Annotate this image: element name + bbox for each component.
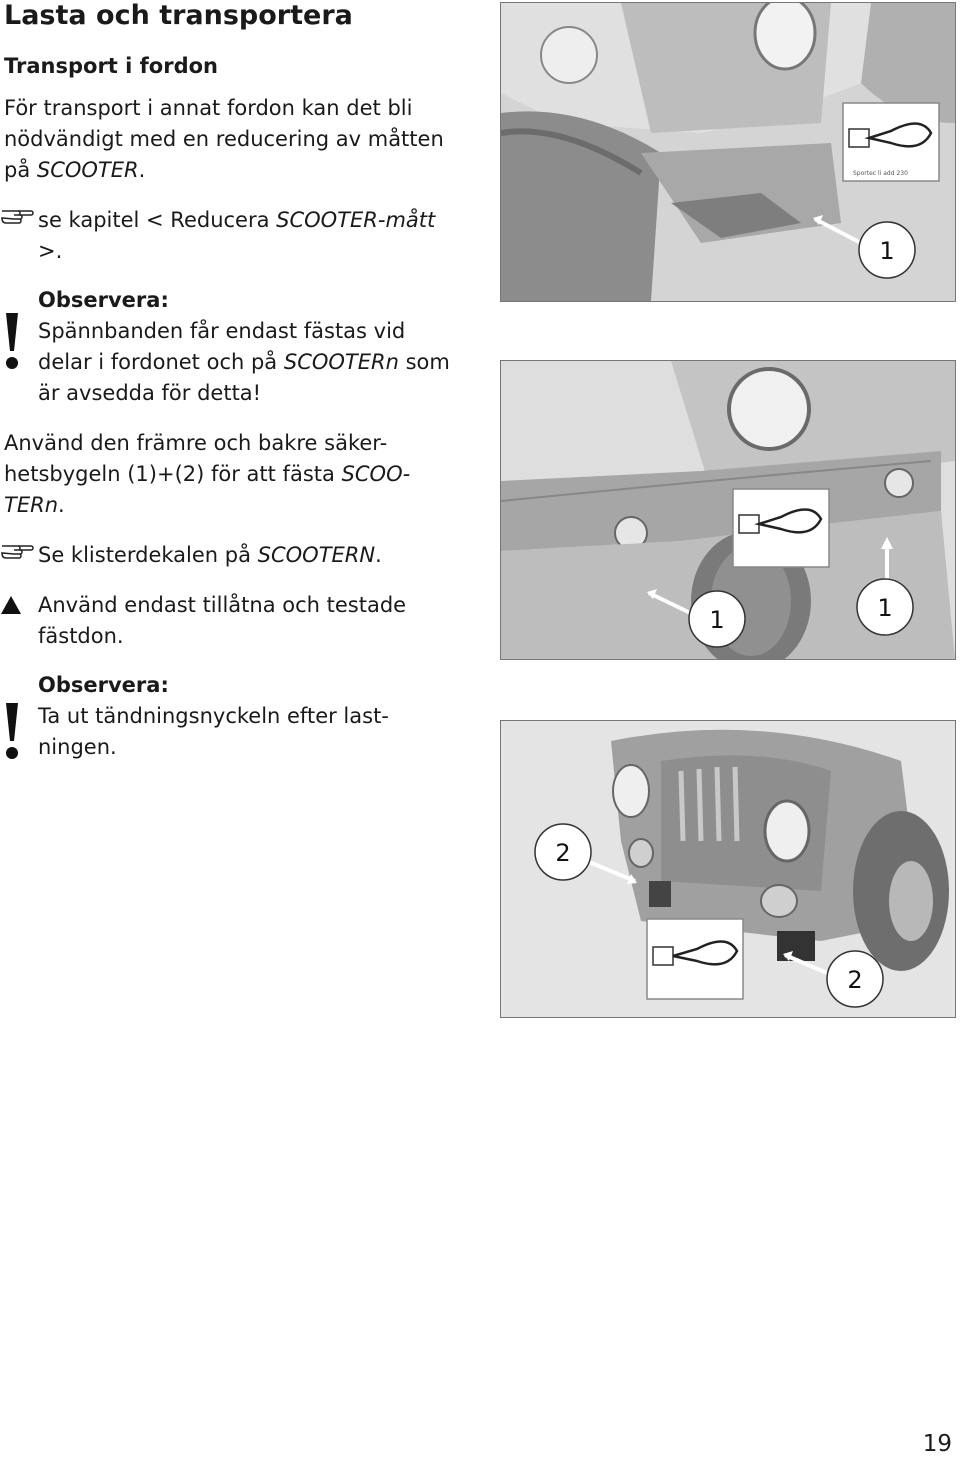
safety-bracket-paragraph: Använd den främre och bakre säker-hetsbygeln (1)+(2) för att fästa SCOO-TERn. xyxy=(4,431,411,517)
sticker-caption: Sportec li add 230 xyxy=(853,170,908,177)
observe-heading: Observera: xyxy=(38,288,169,312)
callout-label: 1 xyxy=(877,594,893,622)
exclamation-icon xyxy=(0,701,36,761)
photo-rear-bracket xyxy=(500,720,956,1018)
callout-label: 1 xyxy=(709,606,725,634)
warning-approved-fasteners: Använd endast tillåtna och testade fästdon. xyxy=(0,590,456,652)
triangle-warning-icon xyxy=(0,595,36,615)
photo-front-bumper-closeup xyxy=(500,2,956,302)
observe-note-straps: Observera: Spännbanden får endast fästas vid delar i fordonet och på SCOOTERn som är avsedda för detta! xyxy=(0,285,456,409)
photo-front-bumper-wide xyxy=(500,360,956,660)
page-number: 19 xyxy=(922,1431,952,1457)
observe-note-ignition: Observera: Ta ut tändningsnyckeln efter last-ningen. xyxy=(0,670,456,763)
page-title: Lasta och transportera xyxy=(4,0,353,31)
section-subtitle: Transport i fordon xyxy=(4,54,218,78)
pointing-hand-icon xyxy=(0,540,36,560)
callout-label: 2 xyxy=(555,839,571,867)
observe-heading: Observera: xyxy=(38,673,169,697)
scooter-term: SCOOTER xyxy=(36,158,139,182)
exclamation-icon xyxy=(0,311,36,371)
intro-paragraph: För transport i annat fordon kan det bli nödvändigt med en reducering av måtten på SCOOTER. xyxy=(4,96,444,182)
reference-reduce-dimensions: se kapitel < Reducera SCOOTER-mått >. xyxy=(0,205,456,267)
callout-label: 1 xyxy=(879,237,895,265)
pointing-hand-icon xyxy=(0,205,36,225)
reference-sticker: Se klisterdekalen på SCOOTERN. xyxy=(0,540,456,571)
callout-label: 2 xyxy=(847,966,863,994)
